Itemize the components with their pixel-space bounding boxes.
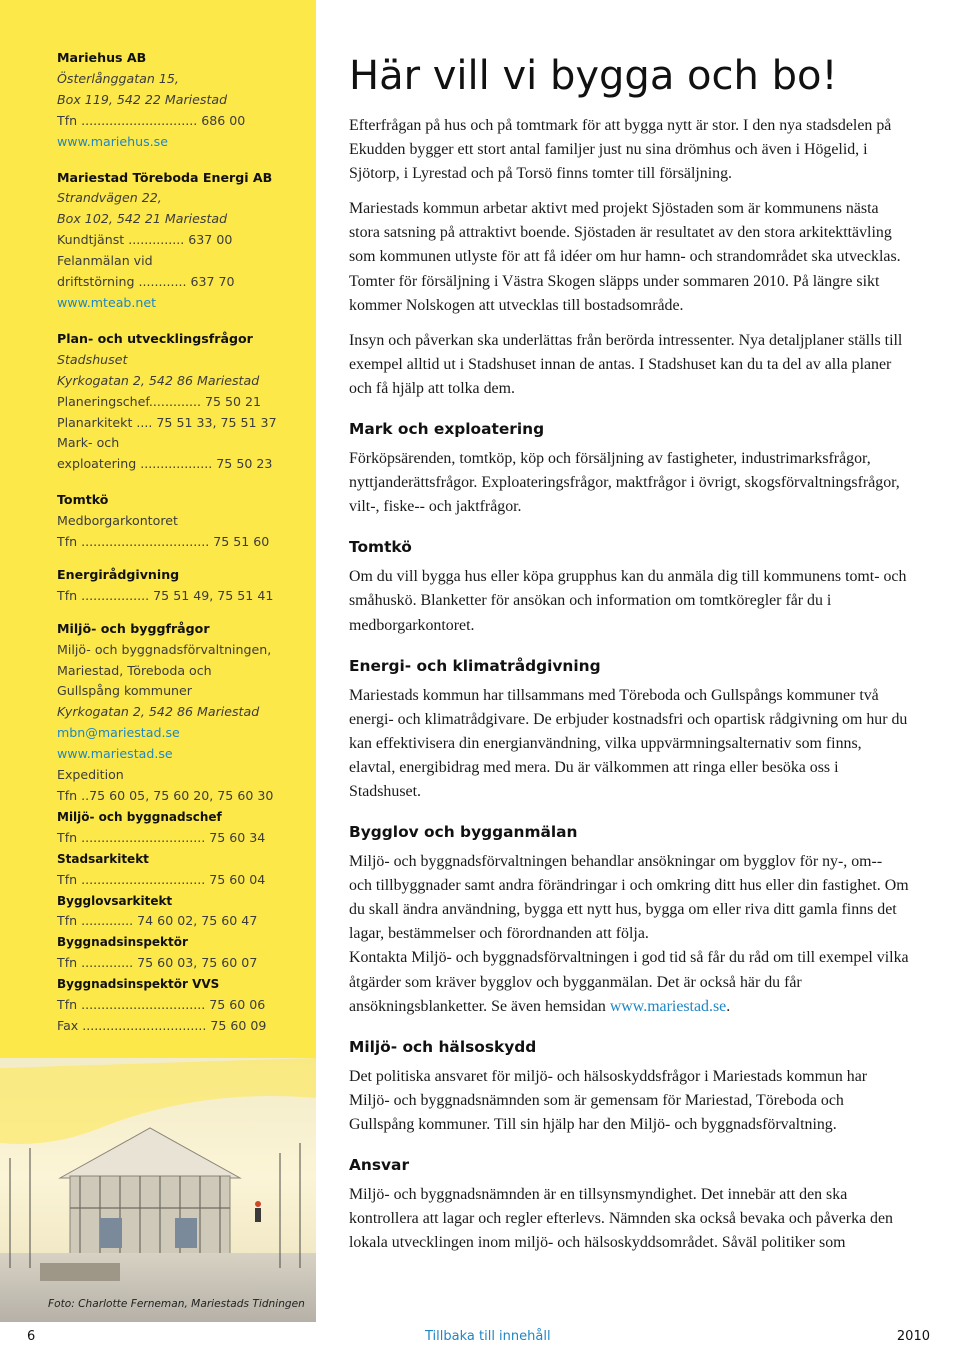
main-content	[349, 52, 909, 1266]
plan-planeringschef: Planeringschef............. 75 50 21	[57, 393, 262, 409]
intro-paragraph-3: Insyn och påverkan ska underlättas från berörda intressenter. Nya detaljplaner ställs till exempel alltid ut i Stadshuset innan de antas. I Stadshuset kan du ta del av alla planer och få hjälp att tolka dem.	[349, 331, 903, 397]
intro-paragraph-1: Efterfrågan på hus och på tomtmark för att bygga nytt är stor. I den nya stadsdelen på Ekudden bygger ett stort antal familjer just nu sina drömhus och även i Högelid, i Sjötorp, i Lyrestad och på Torsö finns tomter till försäljning.	[349, 117, 892, 183]
bygglov-text-1: Miljö- och byggnadsförvaltningen behandlar ansökningar om bygglov för ny-, om-- och tillbyggnader samt andra förändringar i och omkring ditt hus eller din fastighet. Om du skall ändra användning, bygga ett nytt hus, bygga om eller riva ditt gamla finns det lagar, bestämmelser och förordnanden att följa.	[349, 853, 909, 943]
bygglov-heading: Bygglov och bygganmälan	[349, 823, 578, 842]
tomtko-place: Medborgarkontoret	[57, 513, 178, 529]
intro-paragraph-2: Mariestads kommun arbetar aktivt med projekt Sjöstaden som är kommunens nästa stora satsning på attraktivt boende. Sjöstaden är resultatet av den stora arkitekttävling som kommunen utlyste för att få idéer om hur hamn- och strandområdet ska utvecklas. Tomter för försäljning i Västra Skogen släpps under sommaren 2010. På längre sikt kommer Nolskogen att utvecklas till bostadsområde.	[349, 200, 901, 314]
mark-heading: Mark och exploatering	[349, 420, 545, 439]
contact-list	[57, 48, 300, 1037]
page-number: 6	[27, 1329, 36, 1344]
ansvar-text: Miljö- och byggnadsnämnden är en tillsynsmyndighet. Det innebär att den ska kontrollera att lagar och regler efterlevs. Nämnden ska också bevaka och påverka den lokala utvecklingen inom miljö- och hälsoskyddsområdet. Såväl politiker som	[349, 1186, 894, 1252]
bygglovsarkitekt-phone: Tfn ............. 74 60 02, 75 60 47	[57, 913, 258, 929]
footer-year: 2010	[896, 1329, 930, 1344]
energi-address2: Box 102, 542 21 Mariestad	[57, 211, 228, 227]
miljo-email-link[interactable]: mbn@mariestad.se	[57, 725, 180, 741]
plan-planarkitekt: Planarkitekt .... 75 51 33, 75 51 37	[57, 414, 277, 430]
mariehus-phone: Tfn ............................. 686 00	[57, 112, 246, 128]
miljo-web-link[interactable]: www.mariestad.se	[57, 746, 173, 762]
bygglov-text-2-body: Kontakta Miljö- och byggnadsförvaltningen i god tid så får du råd om till exempel vilka åtgärder som kräver bygglov och bygganmälan. Det är också här du får ansökningsblanketter. Se även hemsidan	[349, 949, 909, 1015]
mark-text: Förköpsärenden, tomtköp, köp och försäljning av fastigheter, industrimarksfrågor, nyttjanderättsfrågor. Exploateringsfrågor, maktfrågor i övrigt, skogsförvaltningsfrågor, vilt-, fiske-- och jaktfrågor.	[349, 450, 900, 516]
miljo-expedition: Expedition	[57, 767, 124, 783]
miljo-heading: Miljö- och byggfrågor	[57, 620, 210, 636]
miljo-fax: Fax ............................... 75 60 09	[57, 1017, 267, 1033]
tomtko-text: Om du vill bygga hus eller köpa grupphus kan du anmäla dig till kommunens tomt- och småhuskö. Blanketter för ansökan och information om tomtköregler får du i medborgarkontoret.	[349, 568, 907, 634]
miljo-line1: Miljö- och byggnadsförvaltningen,	[57, 641, 272, 657]
stadsarkitekt-title: Stadsarkitekt	[57, 851, 149, 866]
miljo-line3: Gullspång kommuner	[57, 683, 192, 699]
energi-driftstorning: driftstörning ............ 637 70	[57, 274, 235, 290]
ansvar-heading: Ansvar	[349, 1156, 410, 1174]
energi-text: Mariestads kommun har tillsammans med Töreboda och Gullspångs kommuner två energi- och klimatrådgivare. De erbjuder kostnadsfri och opartisk rådgivning om hur du kan effektivisera din energianvändning, vilka uppvärmningsalternativ som finns, elavtal, energibidrag med mera. Du är välkommen att ringa eller besöka oss i Stadshuset.	[349, 686, 908, 800]
bygglov-text-2	[349, 946, 909, 1018]
energi-address1: Strandvägen 22,	[57, 190, 162, 206]
stadsarkitekt-phone: Tfn ............................... 75 60 04	[57, 871, 266, 887]
tomtko-phone: Tfn ................................ 75 51 60	[57, 534, 270, 550]
back-to-contents-link[interactable]: Tillbaka till innehåll	[425, 1329, 551, 1344]
miljo-chef-phone: Tfn ............................... 75 60 34	[57, 829, 266, 845]
energi-name: Mariestad Töreboda Energi AB	[57, 169, 273, 185]
photo-credit: Foto: Charlotte Ferneman, Mariestads Tidningen	[48, 1298, 305, 1310]
miljo-address: Kyrkogatan 2, 542 86 Mariestad	[57, 704, 260, 720]
energi-web-link[interactable]: www.mteab.net	[57, 294, 157, 310]
miljo-line2: Mariestad, Töreboda och	[57, 662, 212, 678]
byggnadsinspektor-vvs-phone: Tfn ............................... 75 60 06	[57, 997, 266, 1013]
energiradgivning-heading: Energirådgivning	[57, 566, 180, 582]
construction-photo	[0, 1058, 316, 1322]
mariestad-web-link[interactable]: www.mariestad.se	[609, 997, 727, 1015]
bygglov-text-2-end: .	[726, 997, 731, 1015]
miljo-chef-title: Miljö- och byggnadschef	[57, 809, 222, 824]
tomtko-heading: Tomtkö	[57, 492, 109, 508]
miljo-text: Det politiska ansvaret för miljö- och hälsoskyddsfrågor i Mariestads kommun har Miljö- och byggnadsnämnden som är gemensam för Mariestad, Töreboda och Gullspång kommuner. Till sin hjälp har den Miljö- och byggnadsförvaltning.	[349, 1067, 868, 1133]
energi-felanmalan: Felanmälan vid	[57, 253, 153, 269]
miljo-main-heading: Miljö- och hälsoskydd	[349, 1037, 537, 1056]
page-footer	[0, 1322, 960, 1347]
plan-address: Kyrkogatan 2, 542 86 Mariestad	[57, 372, 260, 388]
miljo-expedition-phone: Tfn ..75 60 05, 75 60 20, 75 60 30	[57, 788, 274, 803]
page-title: Här vill vi bygga och bo!	[349, 53, 838, 99]
energiradgivning-phone: Tfn ................. 75 51 49, 75 51 41	[57, 587, 274, 603]
tomtko-main-heading: Tomtkö	[349, 538, 412, 557]
mariehus-address1: Österlånggatan 15,	[57, 70, 179, 86]
plan-mark1: Mark- och	[57, 435, 120, 451]
mariehus-web-link[interactable]: www.mariehus.se	[57, 133, 168, 149]
bygglovsarkitekt-title: Bygglovsarkitekt	[57, 893, 173, 908]
plan-place: Stadshuset	[57, 351, 128, 367]
plan-heading: Plan- och utvecklingsfrågor	[57, 330, 253, 346]
byggnadsinspektor-phone: Tfn ............. 75 60 03, 75 60 07	[57, 955, 258, 971]
energi-kundtjanst: Kundtjänst .............. 637 00	[57, 232, 233, 248]
plan-mark2: exploatering .................. 75 50 23	[57, 456, 273, 472]
energi-main-heading: Energi- och klimatrådgivning	[349, 656, 601, 675]
byggnadsinspektor-vvs-title: Byggnadsinspektör VVS	[57, 977, 220, 992]
mariehus-address2: Box 119, 542 22 Mariestad	[57, 91, 228, 107]
byggnadsinspektor-title: Byggnadsinspektör	[57, 935, 188, 950]
mariehus-name: Mariehus AB	[57, 50, 147, 65]
